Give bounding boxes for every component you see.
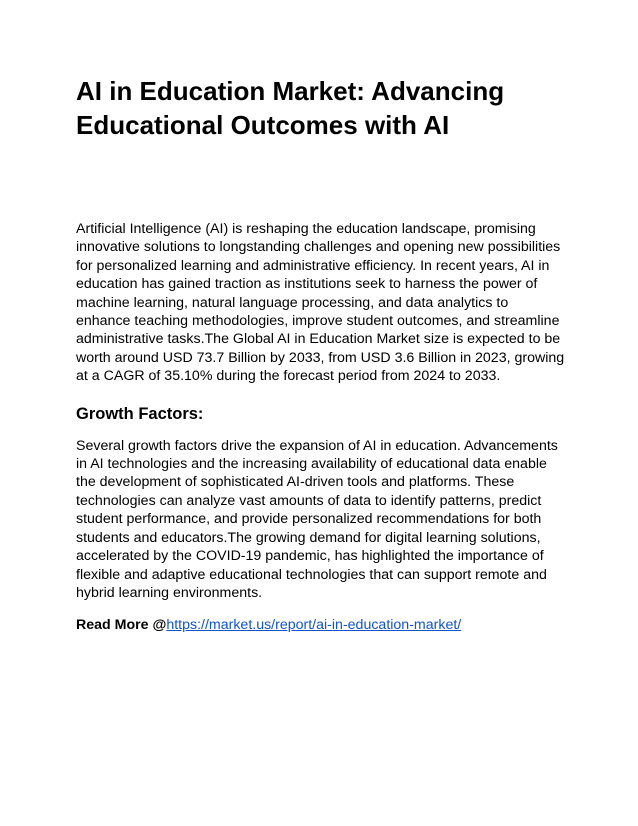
document-title: AI in Education Market: Advancing Educational Outcomes with AI [76,76,505,140]
read-more-link[interactable]: https://market.us/report/ai-in-education-market/ [166,617,462,634]
growth-factors-paragraph: Several growth factors drive the expansion of AI in education. Advancements in AI technologies and the increasing availability of educational data enable the development of sophisticated AI-driven tools and platforms. These technologies can analyze vast amounts of data to identify patterns, predict student performance, and provide personalized recommendations for both students and educators.The growing demand for digital learning solutions, accelerated by the COVID-19 pandemic, has highlighted the importance of flexible and adaptive educational technologies that can support remote and hybrid learning environments. [76,437,558,601]
growth-factors-heading: Growth Factors: [76,404,204,423]
intro-paragraph: Artificial Intelligence (AI) is reshaping the education landscape, promising innovative solutions to longstanding challenges and opening new possibilities for personalized learning and administrative efficiency. In recent years, AI in education has gained traction as institutions seek to harness the power of machine learning, natural language processing, and data analytics to enhance teaching methodologies, improve student outcomes, and streamline administrative tasks.The Global AI in Education Market size is expected to be worth around USD 73.7 Billion by 2033, from USD 3.6 Billion in 2023, growing at a CAGR of 35.10% during the forecast period from 2024 to 2033. [76,221,565,385]
read-more-line [76,616,566,634]
read-more-label: Read More @ [76,617,167,634]
document-page [76,74,566,635]
